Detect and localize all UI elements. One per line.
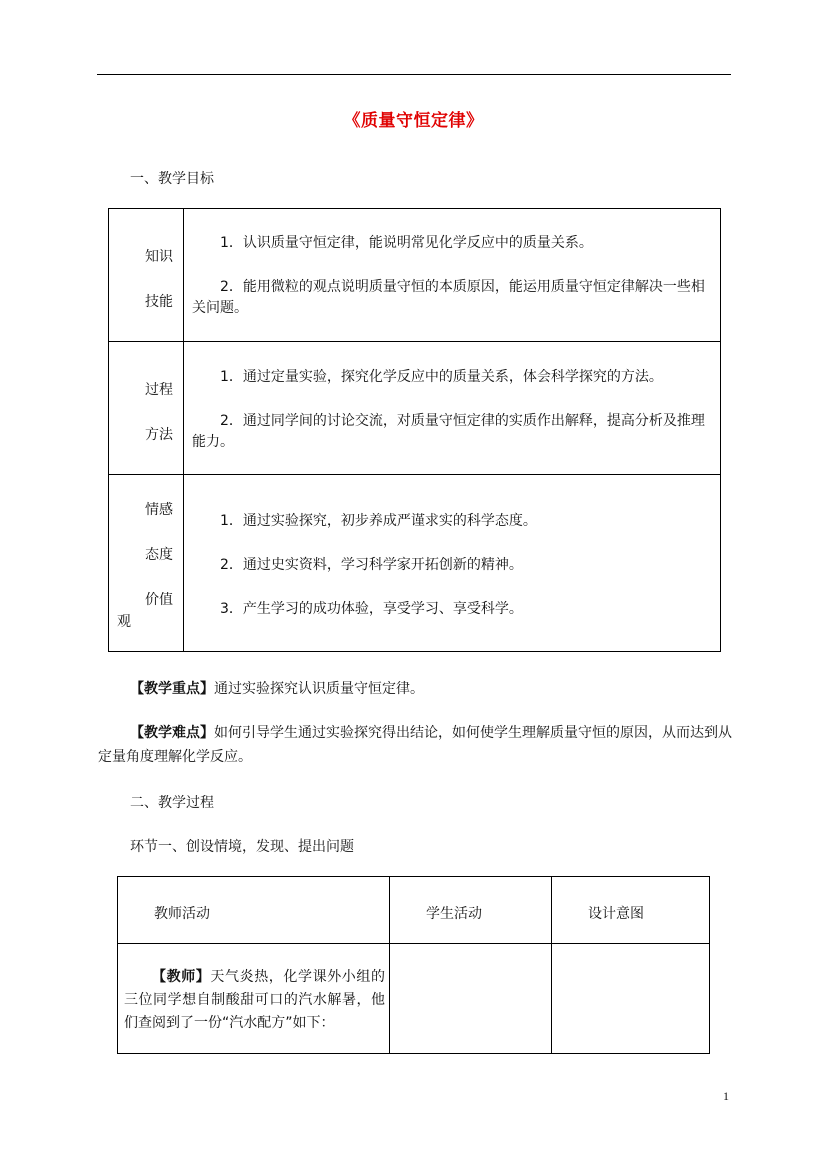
process-row xyxy=(118,944,710,1054)
student-activity-cell xyxy=(390,944,552,1054)
goal-item: 1．通过定量实验，探究化学反应中的质量关系，体会科学探究的方法。 xyxy=(220,369,663,385)
category-line: 价值 xyxy=(145,592,173,608)
category-line: 方法 xyxy=(145,427,173,443)
teaching-process-table xyxy=(117,876,710,1054)
difficult-point-label: 【教学难点】 xyxy=(130,725,214,741)
teacher-activity-cell xyxy=(118,944,390,1054)
category-line: 过程 xyxy=(145,382,173,398)
section-heading-goals: 一、教学目标 xyxy=(130,171,214,187)
goal-item: 1．通过实验探究，初步养成严谨求实的科学态度。 xyxy=(220,513,537,529)
goal-items xyxy=(184,475,721,652)
goal-items xyxy=(184,342,721,475)
goal-item: 2．通过史实资料，学习科学家开拓创新的精神。 xyxy=(220,557,523,573)
goal-item: 2．通过同学间的讨论交流，对质量守恒定律的实质作出解释，提高分析及推理能力。 xyxy=(192,413,705,450)
goal-row-attitude xyxy=(109,475,721,652)
teacher-activity-text xyxy=(124,966,385,1035)
document-title: 《质量守恒定律》 xyxy=(343,111,484,131)
category-line: 情感 xyxy=(145,502,173,518)
goal-category xyxy=(109,342,184,475)
header-cell xyxy=(118,877,390,944)
page-number: 1 xyxy=(723,1089,729,1103)
goal-category xyxy=(109,475,184,652)
goal-items xyxy=(184,209,721,342)
difficult-point xyxy=(98,721,732,769)
header-design-intent: 设计意图 xyxy=(588,906,644,922)
process-header-row xyxy=(118,877,710,944)
key-point-label: 【教学重点】 xyxy=(130,681,214,697)
design-intent-cell xyxy=(552,944,710,1054)
category-line: 观 xyxy=(117,614,131,630)
goal-item: 1．认识质量守恒定律，能说明常见化学反应中的质量关系。 xyxy=(220,235,593,251)
difficult-point-text: 如何引导学生通过实验探究得出结论，如何使学生理解质量守恒的原因，从而达到从定量角度理解化学反应。 xyxy=(98,725,732,765)
goal-row-knowledge xyxy=(109,209,721,342)
key-point-text: 通过实验探究认识质量守恒定律。 xyxy=(214,681,424,697)
goal-category xyxy=(109,209,184,342)
key-point xyxy=(130,677,730,701)
section-heading-process: 二、教学过程 xyxy=(130,795,214,811)
stage-heading: 环节一、创设情境，发现、提出问题 xyxy=(130,839,354,855)
teacher-text: 天气炎热，化学课外小组的三位同学想自制酸甜可口的汽水解暑，他们查阅到了一份“汽水配方”如下： xyxy=(124,969,386,1031)
teaching-goals-table xyxy=(108,208,721,652)
category-line: 知识 xyxy=(145,249,173,265)
goal-item: 2．能用微粒的观点说明质量守恒的本质原因，能运用质量守恒定律解决一些相关问题。 xyxy=(192,279,705,316)
category-line: 技能 xyxy=(145,294,173,310)
goal-item: 3．产生学习的成功体验，享受学习、享受科学。 xyxy=(220,601,523,617)
teacher-label: 【教师】 xyxy=(152,969,211,985)
header-cell xyxy=(390,877,552,944)
goal-row-process xyxy=(109,342,721,475)
category-line: 态度 xyxy=(145,547,173,563)
header-student-activity: 学生活动 xyxy=(426,906,482,922)
header-cell xyxy=(552,877,710,944)
header-rule xyxy=(97,74,731,75)
header-teacher-activity: 教师活动 xyxy=(154,906,210,922)
